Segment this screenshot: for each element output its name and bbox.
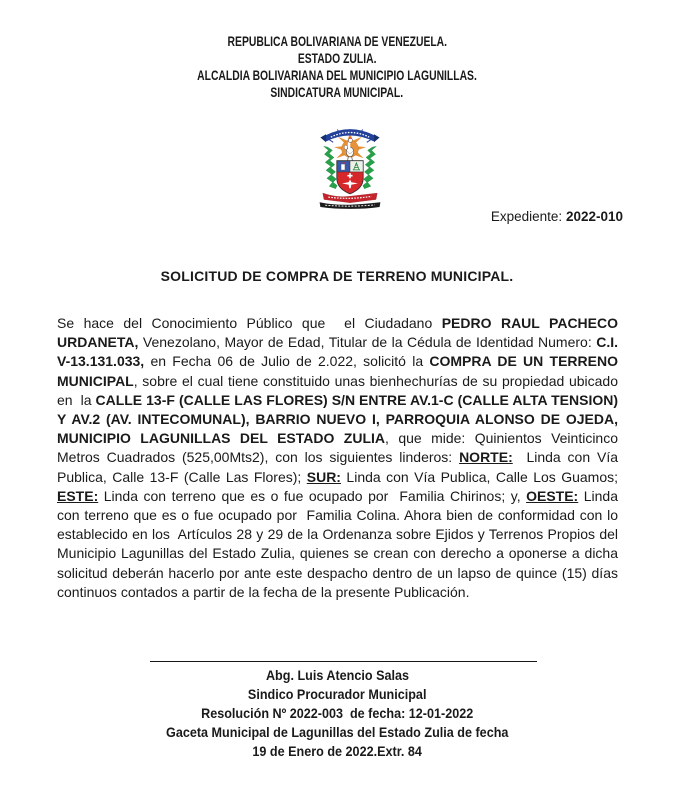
motto-ribbon-icon bbox=[323, 193, 377, 203]
letterhead-state: ESTADO ZULIA. bbox=[297, 50, 377, 66]
letterhead-line bbox=[0, 50, 674, 67]
letterhead-line bbox=[0, 33, 674, 50]
gazette-row-1 bbox=[0, 723, 674, 742]
signature-line bbox=[150, 661, 537, 662]
letterhead-line bbox=[0, 84, 674, 101]
gazette-line-2: 19 de Enero de 2022.Extr. 84 bbox=[252, 743, 422, 759]
expediente-value: 2022-010 bbox=[565, 209, 623, 224]
document-letterhead bbox=[0, 33, 674, 101]
document-title: SOLICITUD DE COMPRA DE TERRENO MUNICIPAL. bbox=[160, 268, 514, 284]
signature-block bbox=[0, 661, 674, 761]
expediente-label: Expediente: bbox=[490, 209, 566, 224]
case-file-number bbox=[491, 209, 623, 224]
letterhead-line bbox=[0, 67, 674, 84]
gazette-row-2 bbox=[0, 742, 674, 761]
letterhead-republic: REPUBLICA BOLIVARIANA DE VENEZUELA. bbox=[227, 33, 447, 49]
shield-icon bbox=[337, 161, 363, 194]
signatory-name-row bbox=[0, 666, 674, 685]
notice-body-paragraph: Se hace del Conocimiento Público que el Ciudadano PEDRO RAUL PACHECO URDANETA, Venezolano, Mayor de Edad, Titular de la Cédula de Identidad Numero: C.I. V-13.131.033, en Fecha 06 de Julio de 2.022, solicitó la COMPRA DE UN TERRENO MUNICIPAL, sobre el cual tiene constituido unas bienhechurías de su propiedad ubicado en la CALLE 13-F (CALLE LAS FLORES) S/N ENTRE AV.1-C (CALLE ALTA TENSION) Y AV.2 (AV. INTECOMUNAL), BARRIO NUEVO I, PARROQUIA ALONSO DE OJEDA, MUNICIPIO LAGUNILLAS DEL ESTADO ZULIA, que mide: Quinientos Veinticinco Metros Cuadrados (525,00Mts2), con los siguientes linderos: NORTE: Linda con Vía Publica, Calle 13-F (Calle Las Flores); SUR: Linda con Vía Publica, Calle Los Guamos; ESTE: Linda con terreno que es o fue ocupado por Familia Chirinos; y, OESTE: Linda con terreno que es o fue ocupado por Familia Colina. Ahora bien de conformidad con lo establecido en los Artículos 28 y 29 de la Ordenanza sobre Ejidos y Terrenos Propios del Municipio Lagunillas del Estado Zulia, quienes se crean con derecho a oponerse a dicha solicitud deberán hacerlo por ante este despacho dentro de un lapso de quince (15) días continuos contados a partir de la fecha de la presente Publicación. bbox=[57, 315, 619, 600]
letterhead-mayoralty: ALCALDIA BOLIVARIANA DEL MUNICIPIO LAGUNILLAS. bbox=[197, 67, 477, 83]
signatory-name: Abg. Luis Atencio Salas bbox=[265, 667, 409, 683]
name-scroll-icon bbox=[320, 202, 381, 209]
signatory-role: Sindico Procurador Municipal bbox=[247, 686, 427, 702]
resolution-row bbox=[0, 704, 674, 723]
signatory-role-row bbox=[0, 685, 674, 704]
lagunillas-coat-of-arms-icon bbox=[310, 122, 390, 209]
resolution-line: Resolución Nº 2022-003 de fecha: 12-01-2022 bbox=[200, 705, 474, 721]
gazette-line-1: Gaceta Municipal de Lagunillas del Estado Zulia de fecha bbox=[165, 724, 509, 740]
letterhead-office: SINDICATURA MUNICIPAL. bbox=[270, 84, 404, 100]
